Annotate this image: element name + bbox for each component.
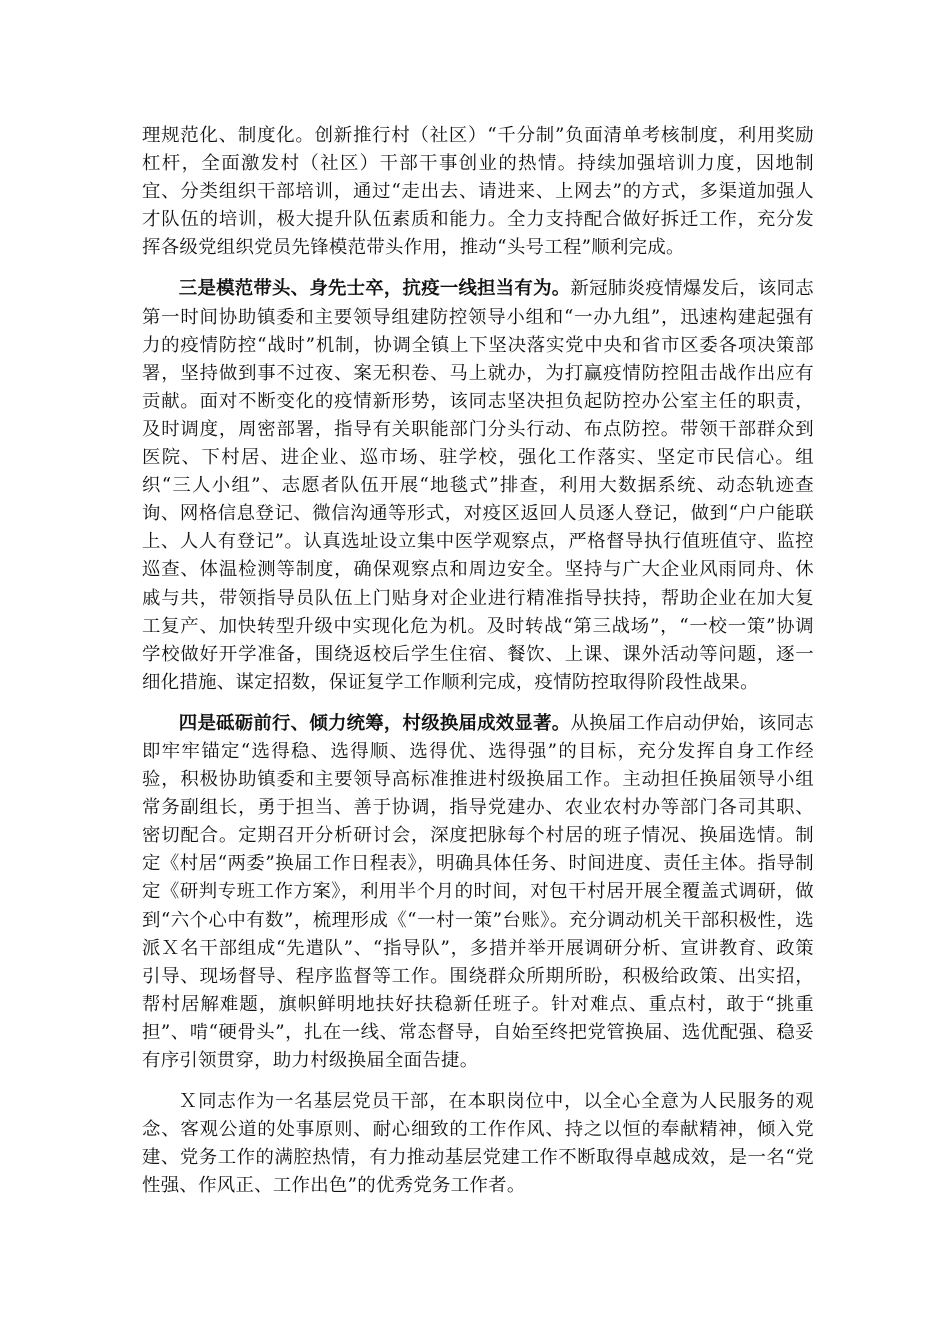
paragraph-conclusion [142,1088,814,1200]
paragraph-text: 新冠肺炎疫情爆发后，该同志第一时间协助镇委和主要领导组建防控领导小组和“一办九组”，迅速构建起强有力的疫情防控“战时”机制，协调全镇上下坚决落实党中央和省市区委各项决策部署，坚持做到事不过夜、案无积卷、马上就办，为打赢疫情防控阻击战作出应有贡献。面对不断变化的疫情新形势，该同志坚决担负起防控办公室主任的职责，及时调度，周密部署，指导有关职能部门分头行动、布点防控。带领干部群众到医院、下村居、进企业、巡市场、驻学校，强化工作落实、坚定市民信心。组织“三人小组”、志愿者队伍开展“地毯式”排查，利用大数据系统、动态轨迹查询、网格信息登记、微信沟通等形式，对疫区返回人员逐人登记，做到“户户能联上、人人有登记”。认真选址设立集中医学观察点，严格督导执行值班值守、监控巡查、体温检测等制度，确保观察点和周边安全。坚持与广大企业风雨同舟、休戚与共，带领指导员队伍上门贴身对企业进行精准指导扶持，帮助企业在加大复工复产、加快转型升级中实现化危为机。及时转战“第三战场”，“一校一策”协调学校做好开学准备，围绕返校后学生住宿、餐饮、上课、课外活动等问题，逐一细化措施、谋定招数，保证复学工作顺利完成，疫情防控取得阶段性战果。 [142,278,814,693]
paragraph-text: 从换届工作启动伊始，该同志即牢牢锚定“选得稳、选得顺、选得优、选得强”的目标，充分发挥自身工作经验，积极协助镇委和主要领导高标准推进村级换届工作。主动担任换届领导小组常务副组长，勇于担当、善于协调，指导党建办、农业农村办等部门各司其职、密切配合。定期召开分析研讨会，深度把脉每个村居的班子情况、换届选情。制定《村居“两委”换届工作日程表》，明确具体任务、时间进度、责任主体。指导制定《研判专班工作方案》，利用半个月的时间，对包干村居开展全覆盖式调研，做到“六个心中有数”，梳理形成《“一村一策”台账》。充分调动机关干部积极性，选派Ｘ名干部组成“先遣队”、“指导队”，多措并举开展调研分析、宣讲教育、政策引导、现场督导、程序监督等工作。围绕群众所期所盼，积极给政策、出实招，帮村居解难题，旗帜鲜明地扶好扶稳新任班子。针对难点、重点村，敢于“挑重担”、啃“硬骨头”，扎在一线、常态督导，自始至终把党管换届、选优配强、稳妥有序引领贯穿，助力村级换届全面告捷。 [142,712,814,1071]
document-body [142,122,814,1213]
paragraph-text: 理规范化、制度化。创新推行村（社区）“千分制”负面清单考核制度，利用奖励杠杆，全面激发村（社区）干部干事创业的热情。持续加强培训力度，因地制宜、分类组织干部培训，通过“走出去、请进来、上网去”的方式，多渠道加强人才队伍的培训，极大提升队伍素质和能力。全力支持配合做好拆迁工作，充分发挥各级党组织党员先锋模范带头作用，推动“头号工程”顺利完成。 [142,125,814,259]
paragraph-section-three [142,275,814,696]
paragraph-text: Ｘ同志作为一名基层党员干部，在本职岗位中，以全心全意为人民服务的观念、客观公道的处事原则、耐心细致的工作作风、持之以恒的奉献精神，倾入党建、党务工作的满腔热情，有力推动基层党建工作不断取得卓越成效，是一名“党性强、作风正、工作出色”的优秀党务工作者。 [142,1091,814,1197]
paragraph-continuation [142,122,814,262]
paragraph-section-four [142,710,814,1075]
section-heading-three: 三是模范带头、身先士卒，抗疫一线担当有为。 [178,278,571,300]
section-heading-four: 四是砥砺前行、倾力统筹，村级换届成效显著。 [178,712,571,734]
